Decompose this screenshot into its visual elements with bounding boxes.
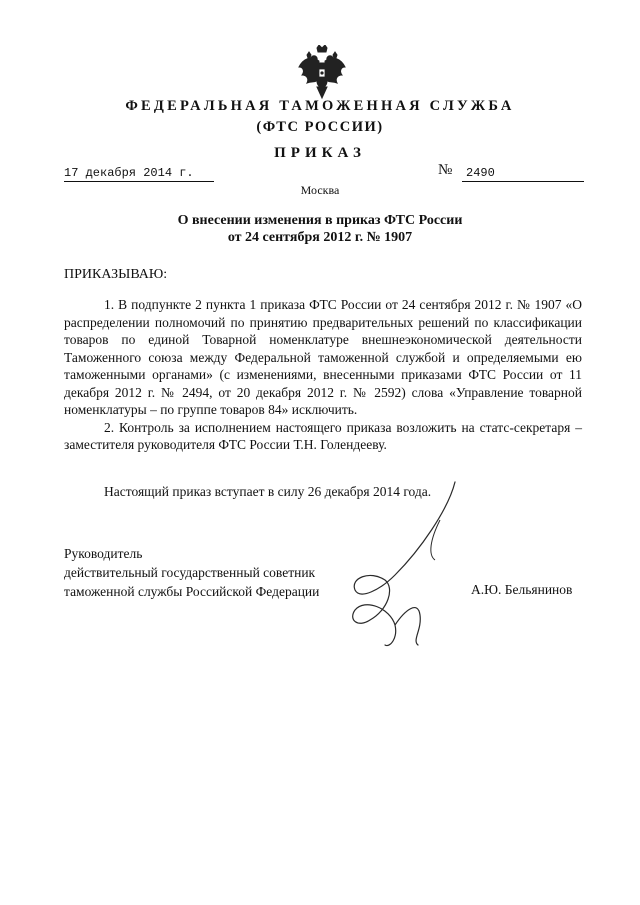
order-date: 17 декабря 2014 г. bbox=[64, 166, 214, 182]
order-subject bbox=[0, 212, 640, 246]
handwritten-signature bbox=[300, 480, 480, 650]
order-number: 2490 bbox=[462, 166, 584, 182]
order-paragraph-2: 2. Контроль за исполнением настоящего приказа возложить на статс-секретаря – заместителя руководителя ФТС России Т.Н. Голендееву. bbox=[64, 419, 582, 452]
signatory-name: А.Ю. Бельянинов bbox=[471, 582, 573, 597]
order-subject-line-2: от 24 сентября 2012 г. № 1907 bbox=[227, 230, 413, 245]
document-type-title: ПРИКАЗ bbox=[274, 145, 366, 161]
order-city: Москва bbox=[300, 183, 340, 197]
order-number-label: № bbox=[438, 162, 453, 178]
effective-date-statement: Настоящий приказ вступает в силу 26 декабря 2014 года. bbox=[104, 484, 432, 499]
order-subject-line-1: О внесении изменения в приказ ФТС России bbox=[177, 213, 463, 228]
order-body bbox=[64, 296, 582, 454]
signatory-title bbox=[64, 544, 319, 601]
signatory-title-line-2: действительный государственный советник bbox=[64, 565, 316, 580]
order-paragraph-1: 1. В подпункте 2 пункта 1 приказа ФТС России от 24 сентября 2012 г. № 1907 «О распределении полномочий по принятию предварительных решений по классификации товаров по единой Товарной номенклатуре внешнеэкономической деятельности Таможенного союза между Федеральной таможенной службой и определяемыми ею таможенными органами» (с изменениями, внесенными приказами ФТС России от 11 декабря 2012 г. № 2494, от 20 декабря 2012 г. № 2592) слова «Управление товарной номенклатуры – по группе товаров 84» исключить. bbox=[64, 297, 582, 417]
coat-of-arms-icon bbox=[297, 45, 347, 100]
signatory-title-line-1: Руководитель bbox=[64, 546, 143, 561]
agency-short-name: (ФТС РОССИИ) bbox=[256, 119, 384, 135]
signatory-title-line-3: таможенной службы Российской Федерации bbox=[64, 584, 320, 599]
order-word: ПРИКАЗЫВАЮ: bbox=[64, 267, 168, 282]
agency-name: ФЕДЕРАЛЬНАЯ ТАМОЖЕННАЯ СЛУЖБА bbox=[125, 98, 515, 114]
